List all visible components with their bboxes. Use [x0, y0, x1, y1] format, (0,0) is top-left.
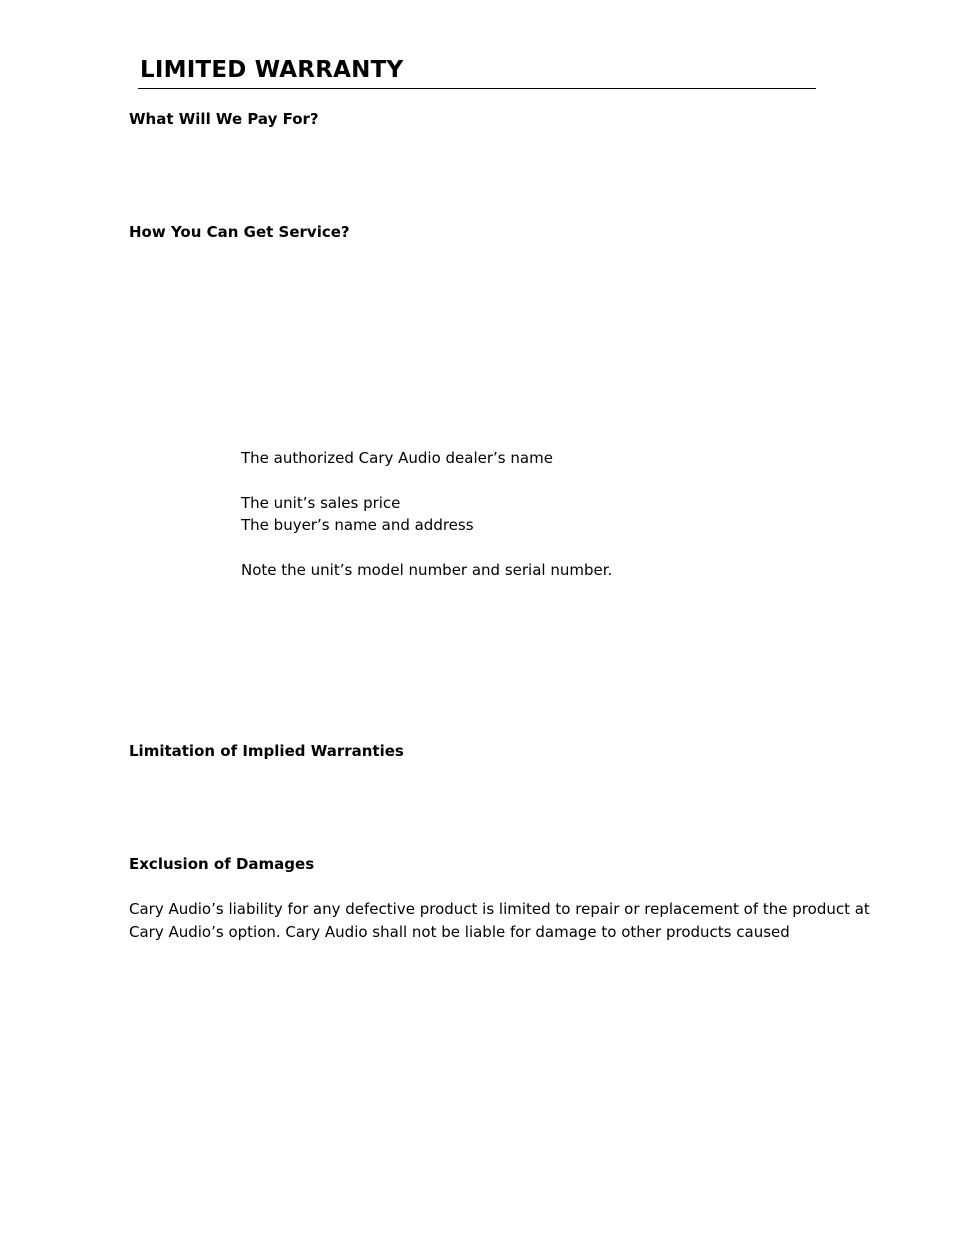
- service-item-dealer-name: The authorized Cary Audio dealer’s name: [241, 449, 553, 467]
- heading-how-you-can-get-service: How You Can Get Service?: [129, 223, 350, 241]
- exclusion-paragraph-line: Cary Audio’s option. Cary Audio shall not be liable for damage to other products caused: [129, 923, 790, 941]
- service-item-model-serial-note: Note the unit’s model number and serial number.: [241, 561, 613, 579]
- exclusion-paragraph-line: Cary Audio’s liability for any defective product is limited to repair or replacement of the product at: [129, 900, 870, 918]
- heading-limitation-of-implied-warranties: Limitation of Implied Warranties: [129, 742, 404, 760]
- page-title: LIMITED WARRANTY: [140, 57, 404, 83]
- title-underline: [138, 88, 816, 89]
- service-item-buyer-name-address: The buyer’s name and address: [241, 516, 474, 534]
- service-item-sales-price: The unit’s sales price: [241, 494, 401, 512]
- heading-exclusion-of-damages: Exclusion of Damages: [129, 855, 315, 873]
- heading-what-will-we-pay-for: What Will We Pay For?: [129, 110, 319, 128]
- exclusion-paragraph: [129, 898, 870, 944]
